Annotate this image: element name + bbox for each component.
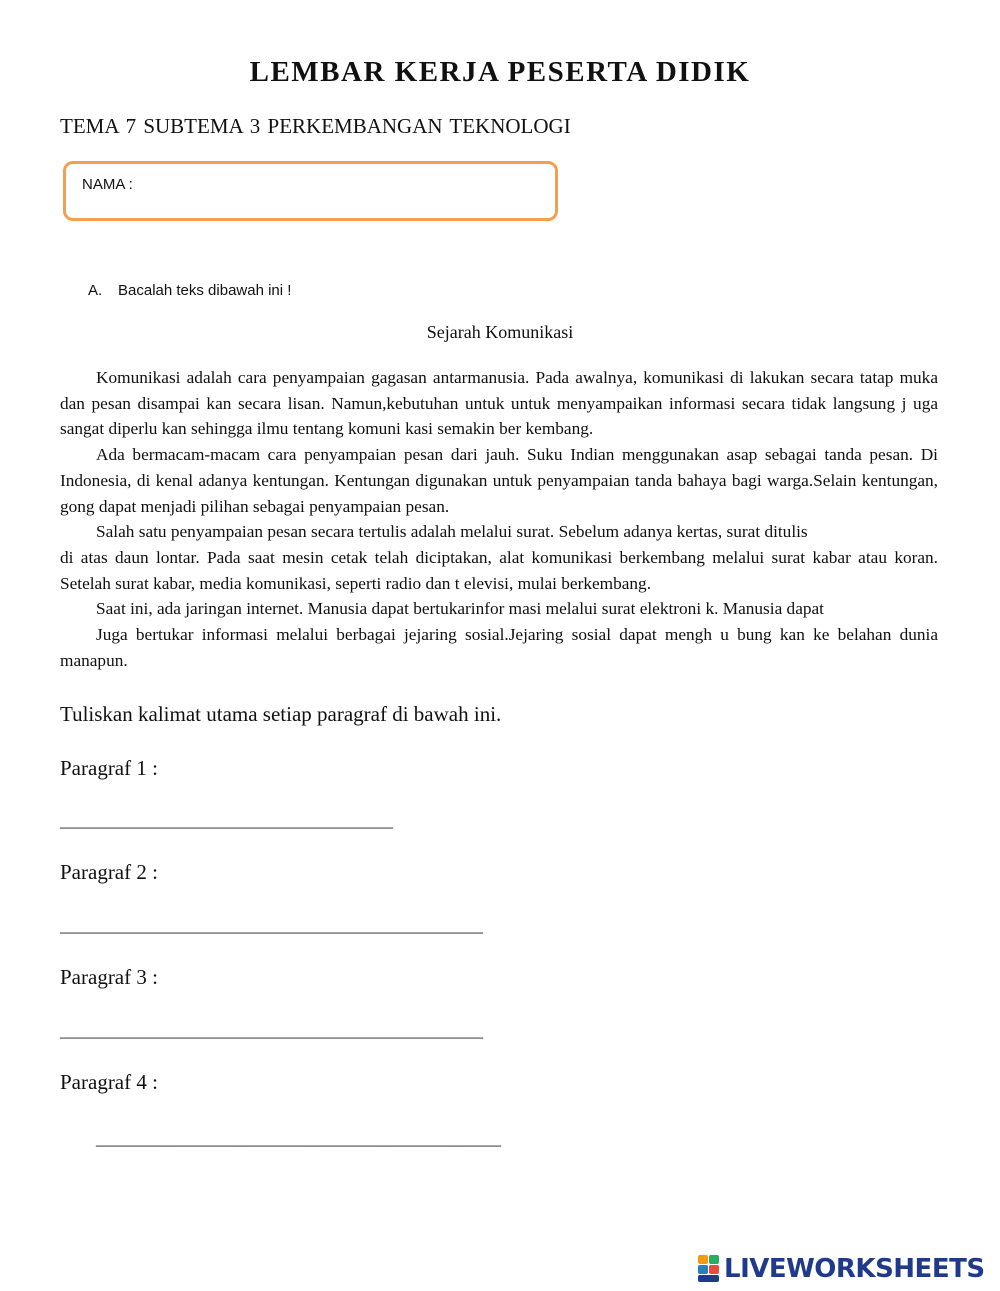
- paragraph-1-answer-line[interactable]: _____________________________________: [60, 810, 393, 830]
- name-label: NAMA :: [82, 176, 133, 193]
- paragraph-2-label: Paragraf 2 :: [60, 860, 158, 884]
- liveworksheets-wordmark: LIVEWORKSHEETS: [724, 1254, 985, 1284]
- article-paragraph: Saat ini, ada jaringan internet. Manusia dapat bertukarinfor masi melalui surat elektroni k. Manusia dapat: [96, 599, 824, 619]
- article-paragraph: Ada bermacam-macam cara penyampaian pesan dari jauh. Suku Indian menggunakan asap sebagai tanda pesan. Di Indonesia, di kenal adanya kentungan. Kentungan digunakan untuk penyampaian tanda bahaya bagi warga.Selain kentungan, gong dapat menjadi pilihan sebagai penyampaian pesan.: [60, 445, 938, 516]
- article-title: Sejarah Komunikasi: [426, 322, 574, 342]
- paragraph-1-label: Paragraf 1 :: [60, 756, 158, 780]
- paragraph-4-answer-line[interactable]: _____________________________________________: [96, 1128, 501, 1148]
- instruction-text: Bacalah teks dibawah ini !: [118, 282, 292, 299]
- liveworksheets-icon: [698, 1255, 720, 1283]
- article-paragraph: Salah satu penyampaian pesan secara tertulis adalah melalui surat. Sebelum adanya kertas, surat ditulis: [96, 522, 808, 542]
- paragraph-4-label: Paragraf 4 :: [60, 1070, 158, 1094]
- paragraph-3-label: Paragraf 3 :: [60, 965, 158, 989]
- paragraph-2-answer-line[interactable]: _______________________________________________: [60, 915, 483, 935]
- theme-subtitle: TEMA 7 SUBTEMA 3 PERKEMBANGAN TEKNOLOGI: [60, 114, 571, 138]
- article-paragraph: Komunikasi adalah cara penyampaian gagasan antarmanusia. Pada awalnya, komunikasi di lakukan secara tatap muka dan pesan disampai kan secara lisan. Namun,kebutuhan untuk untuk menyampaikan informasi secara tidak langsung j uga sangat diperlu kan sehingga ilmu tentang komuni kasi semakin ber kembang.: [60, 368, 938, 439]
- paragraph-3-answer-line[interactable]: _______________________________________________: [60, 1020, 483, 1040]
- name-field[interactable]: [63, 161, 558, 221]
- article-paragraph: di atas daun lontar. Pada saat mesin cetak telah diciptakan, alat komunikasi berkembang melalui surat kabar atau koran. Setelah surat kabar, media komunikasi, seperti radio dan t elevisi, mulai berkembang.: [60, 547, 938, 593]
- instruction-number: A.: [88, 282, 103, 299]
- task-prompt: Tuliskan kalimat utama setiap paragraf di bawah ini.: [60, 702, 502, 726]
- worksheet-title: LEMBAR KERJA PESERTA DIDIK: [249, 56, 751, 88]
- instruction: [88, 282, 291, 299]
- article-body: [60, 365, 938, 673]
- liveworksheets-logo: [698, 1252, 985, 1286]
- article-paragraph: Juga bertukar informasi melalui berbagai jejaring sosial.Jejaring sosial dapat mengh u bung kan ke belahan dunia manapun.: [60, 625, 938, 670]
